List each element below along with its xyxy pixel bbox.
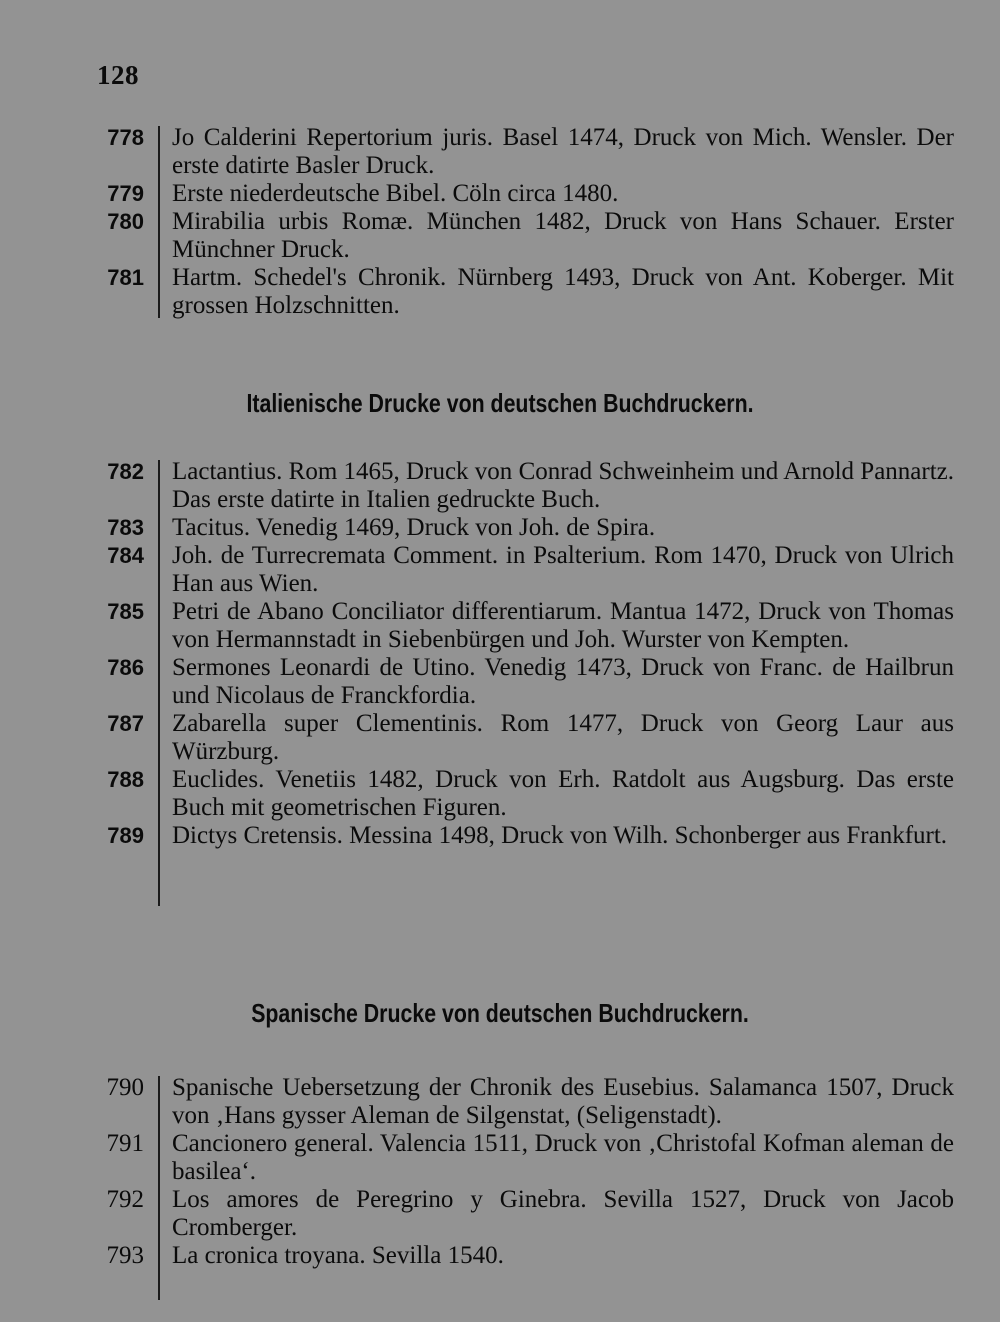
entry-text: La cronica troyana. Sevilla 1540. bbox=[172, 1242, 504, 1269]
entry-number: 793 bbox=[106, 1242, 144, 1269]
section-heading-italian: Italienische Drucke von deutschen Buchdruckern. bbox=[246, 388, 754, 418]
catalog-entry bbox=[0, 180, 1000, 208]
entry-text: Cancionero general. Valencia 1511, Druck von ‚Christofal Kofman aleman de basilea‘. bbox=[172, 1130, 954, 1185]
entry-number: 792 bbox=[106, 1186, 144, 1213]
entry-text: Spanische Uebersetzung der Chronik des Eusebius. Salamanca 1507, Druck von ‚Hans gysser Aleman de Silgenstat, (Seligenstadt). bbox=[172, 1074, 954, 1129]
entry-text: Lactantius. Rom 1465, Druck von Conrad Schweinheim und Arnold Pannartz. Das erste datirte in Italien gedruckte Buch. bbox=[172, 458, 954, 513]
catalog-entry bbox=[0, 598, 1000, 654]
entry-number: 781 bbox=[107, 265, 144, 290]
entry-text: Joh. de Turrecremata Comment. in Psalterium. Rom 1470, Druck von Ulrich Han aus Wien. bbox=[172, 542, 954, 597]
entry-number: 785 bbox=[107, 599, 144, 624]
catalog-entry bbox=[0, 766, 1000, 822]
entry-number: 782 bbox=[107, 459, 144, 484]
entry-block-spanish bbox=[0, 1074, 1000, 1270]
entry-number: 790 bbox=[106, 1074, 144, 1101]
entry-number: 778 bbox=[107, 125, 144, 150]
page-number: 128 bbox=[97, 60, 139, 90]
section-heading-spanish: Spanische Drucke von deutschen Buchdruckern. bbox=[251, 998, 749, 1028]
entry-text: Erste niederdeutsche Bibel. Cöln circa 1480. bbox=[172, 180, 619, 207]
entry-text: Mirabilia urbis Romæ. München 1482, Druck von Hans Schauer. Erster Münchner Druck. bbox=[172, 208, 954, 263]
entry-text: Zabarella super Clementinis. Rom 1477, Druck von Georg Laur aus Würzburg. bbox=[172, 710, 954, 765]
entry-text: Petri de Abano Conciliator differentiarum. Mantua 1472, Druck von Thomas von Hermannstadt in Siebenbürgen und Joh. Wurster von Kempten. bbox=[172, 598, 954, 653]
entry-number: 789 bbox=[107, 823, 144, 848]
catalog-entry bbox=[0, 458, 1000, 514]
catalog-entry bbox=[0, 1130, 1000, 1186]
entry-number: 786 bbox=[107, 655, 144, 680]
entry-text: Tacitus. Venedig 1469, Druck von Joh. de Spira. bbox=[172, 514, 656, 541]
catalog-entry bbox=[0, 208, 1000, 264]
catalog-entry bbox=[0, 1074, 1000, 1130]
catalog-entry bbox=[0, 1242, 1000, 1270]
entry-number: 791 bbox=[106, 1130, 144, 1157]
entry-number: 783 bbox=[107, 515, 144, 540]
catalog-entry bbox=[0, 710, 1000, 766]
entry-block-italian bbox=[0, 458, 1000, 850]
entry-number: 787 bbox=[107, 711, 144, 736]
catalog-entry bbox=[0, 822, 1000, 850]
entry-text: Euclides. Venetiis 1482, Druck von Erh. Ratdolt aus Augsburg. Das erste Buch mit geometrischen Figuren. bbox=[172, 766, 954, 821]
entry-number: 779 bbox=[107, 181, 144, 206]
entry-number: 788 bbox=[107, 767, 144, 792]
catalog-entry bbox=[0, 514, 1000, 542]
entry-text: Sermones Leonardi de Utino. Venedig 1473, Druck von Franc. de Hailbrun und Nicolaus de Franckfordia. bbox=[172, 654, 954, 709]
entry-text: Dictys Cretensis. Messina 1498, Druck von Wilh. Schonberger aus Frankfurt. bbox=[172, 822, 948, 849]
catalog-entry bbox=[0, 1186, 1000, 1242]
entry-text: Los amores de Peregrino y Ginebra. Sevilla 1527, Druck von Jacob Cromberger. bbox=[172, 1186, 954, 1241]
entry-text: Hartm. Schedel's Chronik. Nürnberg 1493, Druck von Ant. Koberger. Mit grossen Holzschnitten. bbox=[172, 264, 954, 319]
catalog-entry bbox=[0, 124, 1000, 180]
catalog-entry bbox=[0, 264, 1000, 320]
catalog-entry bbox=[0, 542, 1000, 598]
entry-block-unheaded bbox=[0, 124, 1000, 320]
entry-text: Jo Calderini Repertorium juris. Basel 1474, Druck von Mich. Wensler. Der erste datirte Basler Druck. bbox=[172, 124, 954, 179]
catalog-entry bbox=[0, 654, 1000, 710]
entry-number: 780 bbox=[107, 209, 144, 234]
entry-number: 784 bbox=[107, 543, 144, 568]
